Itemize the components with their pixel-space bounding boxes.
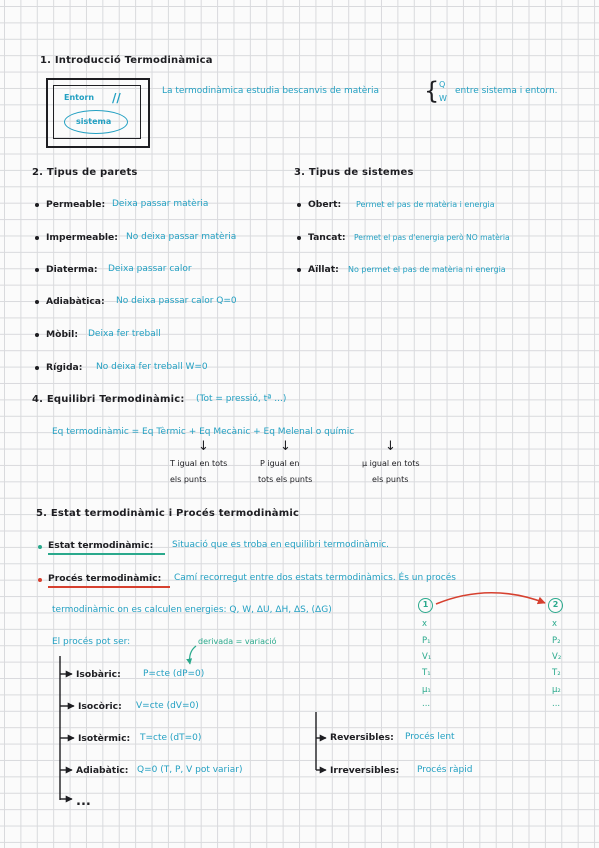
reversibles-desc: Procés lent [405,732,455,742]
system-term: Tancat: [308,232,346,243]
left-brace-icon: { [424,77,440,105]
state-2-var: V₂ [552,652,562,662]
section-2-title: 2. Tipus de parets [32,167,138,178]
section-3-title: 3. Tipus de sistemes [294,167,414,178]
system-desc: No permet el pas de matèria ni energia [348,265,506,274]
process-type: Isocòric: [78,701,122,712]
irreversibles-term: Irreversibles: [330,765,400,776]
p-note: tots els punts [258,475,313,484]
estat-desc: Situació que es troba en equilibri termodinàmic. [172,540,390,550]
sistema-label: sistema [76,117,112,126]
permeable-mark-icon: // [112,91,121,105]
state-1-var: x [422,619,428,629]
state-2-var: x [552,619,558,629]
state-1-var: T₁ [422,668,431,678]
state-2-var: ... [552,699,561,709]
estat-term: Estat termodinàmic: [48,540,154,551]
s1-text: La termodinàmica estudia bescanvis de matèria [162,86,380,96]
wall-term: Mòbil: [46,329,79,340]
system-term: Obert: [308,199,342,210]
wall-desc: No deixa passar matèria [126,232,237,242]
wall-term: Adiabàtica: [46,296,105,307]
process-desc: P=cte (dP=0) [143,669,205,679]
wall-term: Permeable: [46,199,106,210]
wall-term: Impermeable: [46,232,118,243]
proces-term: Procés termodinàmic: [48,573,162,584]
entorn-label: Entorn [64,93,95,102]
state-1-var: P₁ [422,636,431,646]
irreversibles-desc: Procés ràpid [417,765,473,775]
section-5-title: 5. Estat termodinàmic i Procés termodinàmic [36,508,300,519]
state-2-num: 2 [552,600,559,609]
wall-term: Diaterma: [46,264,98,275]
section-1-title: 1. Introducció Termodinàmica [40,55,213,66]
state-1-num: 1 [422,600,429,609]
pot-ser-label: El procés pot ser: [52,637,131,647]
section-4-title: 4. Equilibri Termodinàmic: [32,394,185,405]
process-desc: Q=0 (T, P, V pot variar) [137,765,243,775]
state-2-var: P₂ [552,636,561,646]
w-label: W [439,94,447,103]
proces-desc-2: termodinàmic on es calculen energies: Q, W, ΔU, ΔH, ΔS, (ΔG) [52,605,332,615]
wall-desc: Deixa passar matèria [112,199,209,209]
proces-desc: Camí recorregut entre dos estats termodinàmics. És un procés [174,573,456,583]
system-term: Aïllat: [308,264,339,275]
s1-tail: entre sistema i entorn. [455,86,558,96]
state-1-var: μ₁ [422,685,431,695]
mu-note: μ igual en tots [362,459,420,468]
t-note: T igual en tots [170,459,228,468]
process-desc: V=cte (dV=0) [136,701,199,711]
more-ellipsis: ... [76,794,91,809]
state-1-var: V₁ [422,652,432,662]
wall-desc: Deixa fer treball [88,329,161,339]
system-desc: Permet el pas d'energia però NO matèria [354,233,510,242]
t-note: els punts [170,475,207,484]
mu-note: els punts [372,475,409,484]
arrow-down-icon: ↓ [280,439,291,454]
wall-desc: No deixa passar calor Q=0 [116,296,237,306]
p-note: P igual en [260,459,300,468]
process-type: Isobàric: [76,669,121,680]
state-1-var: ... [422,699,431,709]
process-desc: T=cte (dT=0) [140,733,202,743]
process-type: Isotèrmic: [78,733,131,744]
reversibles-term: Reversibles: [330,732,394,743]
wall-desc: Deixa passar calor [108,264,192,274]
equilibri-equation: Eq termodinàmic = Eq Tèrmic + Eq Mecànic + Eq Melenal o químic [52,427,355,437]
derivada-note: derivada = variació [198,637,277,646]
process-type: Adiabàtic: [76,765,129,776]
q-label: Q [439,80,446,89]
equilibri-note: (Tot = pressió, tª ...) [196,394,287,404]
wall-term: Rígida: [46,362,83,373]
state-2-var: μ₂ [552,685,561,695]
wall-desc: No deixa fer treball W=0 [96,362,208,372]
arrow-down-icon: ↓ [385,439,396,454]
arrow-down-icon: ↓ [198,439,209,454]
system-desc: Permet el pas de matèria i energia [356,200,495,209]
state-2-var: T₂ [552,668,561,678]
